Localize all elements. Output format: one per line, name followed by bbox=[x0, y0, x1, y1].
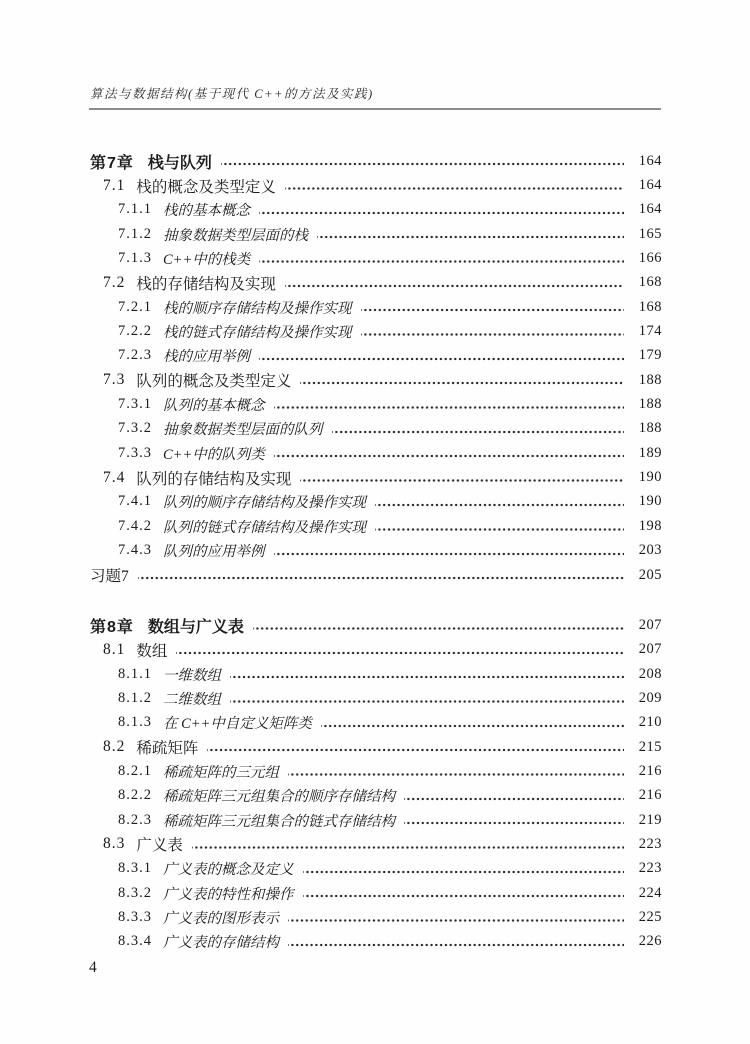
dot-leader bbox=[375, 514, 624, 538]
toc-entry bbox=[90, 344, 662, 368]
dot-leader bbox=[361, 295, 625, 319]
entry-title: 栈的基本概念 bbox=[163, 203, 250, 220]
entry-page-number: 207 bbox=[638, 616, 662, 633]
toc-entry bbox=[90, 857, 662, 881]
toc-entry bbox=[90, 686, 662, 710]
entry-page-number: 198 bbox=[638, 517, 662, 534]
dot-leader bbox=[274, 441, 624, 465]
entry-title: 队列的链式存储结构及操作实现 bbox=[163, 519, 366, 536]
entry-title: 稀疏矩阵 bbox=[136, 740, 199, 758]
entry-number: 8.2 bbox=[103, 738, 126, 756]
entry-page-number: 165 bbox=[638, 225, 662, 242]
entry-title: 栈的链式存储结构及操作实现 bbox=[163, 325, 352, 342]
entry-title: 栈的顺序存储结构及操作实现 bbox=[163, 300, 352, 317]
entry-title: 稀疏矩阵三元组集合的顺序存储结构 bbox=[163, 789, 395, 806]
entry-title: 广义表的特性和操作 bbox=[163, 886, 294, 903]
dot-leader bbox=[303, 857, 625, 881]
entry-page-number: 207 bbox=[638, 641, 662, 658]
entry-page-number: 216 bbox=[638, 787, 662, 804]
entry-number: 8.2.2 bbox=[118, 787, 152, 804]
toc-entry bbox=[90, 881, 662, 905]
toc-entry bbox=[90, 149, 662, 173]
dot-leader bbox=[404, 808, 624, 832]
toc-entry bbox=[90, 638, 662, 662]
entry-number: 7.2 bbox=[103, 273, 126, 291]
dot-leader bbox=[285, 173, 624, 197]
entry-title: 习题7 bbox=[90, 568, 129, 586]
toc-entry bbox=[90, 490, 662, 514]
toc-entry bbox=[90, 392, 662, 416]
entry-title: 队列的概念及类型定义 bbox=[136, 373, 292, 391]
toc-entry bbox=[90, 759, 662, 783]
dot-leader bbox=[332, 417, 625, 441]
entry-title: 稀疏矩阵的三元组 bbox=[163, 764, 279, 781]
entry-page-number: 174 bbox=[638, 323, 662, 340]
entry-title: 栈与队列 bbox=[147, 154, 212, 172]
toc-chapter-block bbox=[90, 613, 662, 954]
entry-page-number: 215 bbox=[638, 738, 662, 755]
entry-page-number: 188 bbox=[638, 396, 662, 413]
entry-title: 队列的应用举例 bbox=[163, 544, 265, 561]
entry-page-number: 224 bbox=[638, 884, 662, 901]
dot-leader bbox=[288, 905, 624, 929]
toc-entry bbox=[90, 514, 662, 538]
toc-entry bbox=[90, 563, 662, 587]
dot-leader bbox=[404, 784, 624, 808]
entry-title: 队列的存储结构及实现 bbox=[136, 470, 292, 488]
entry-title: 栈的概念及类型定义 bbox=[136, 178, 276, 196]
toc-entry bbox=[90, 441, 662, 465]
entry-number: 8.3.2 bbox=[118, 884, 152, 901]
entry-title: 数组与广义表 bbox=[147, 618, 244, 636]
entry-page-number: 225 bbox=[638, 908, 662, 925]
entry-page-number: 216 bbox=[638, 762, 662, 779]
toc-entry bbox=[90, 319, 662, 343]
entry-number: 第8章 bbox=[90, 618, 134, 636]
toc-entry bbox=[90, 711, 662, 735]
entry-page-number: 208 bbox=[638, 665, 662, 682]
entry-number: 8.1.1 bbox=[118, 665, 152, 682]
entry-page-number: 166 bbox=[638, 250, 662, 267]
entry-number: 7.4.3 bbox=[118, 542, 152, 559]
dot-leader bbox=[192, 832, 624, 856]
entry-page-number: 164 bbox=[638, 152, 662, 169]
entry-page-number: 223 bbox=[638, 860, 662, 877]
entry-number: 8.1.3 bbox=[118, 714, 152, 731]
entry-title: 队列的基本概念 bbox=[163, 398, 265, 415]
entry-title: 抽象数据类型层面的栈 bbox=[163, 227, 308, 244]
entry-title: 栈的存储结构及实现 bbox=[136, 275, 276, 293]
entry-title: 广义表 bbox=[136, 837, 183, 855]
toc-entry bbox=[90, 662, 662, 686]
dot-leader bbox=[274, 392, 625, 416]
entry-page-number: 190 bbox=[638, 469, 662, 486]
dot-leader bbox=[253, 613, 624, 637]
entry-number: 第7章 bbox=[90, 154, 134, 172]
entry-title: 数组 bbox=[136, 642, 168, 660]
dot-leader bbox=[300, 465, 624, 489]
entry-number: 7.2.3 bbox=[118, 347, 152, 364]
entry-page-number: 188 bbox=[638, 371, 662, 388]
entry-page-number: 164 bbox=[638, 177, 662, 194]
entry-number: 7.2.2 bbox=[118, 323, 152, 340]
entry-number: 7.4.2 bbox=[118, 517, 152, 534]
entry-page-number: 188 bbox=[638, 420, 662, 437]
entry-page-number: 179 bbox=[638, 347, 662, 364]
entry-title: C++中的栈类 bbox=[163, 252, 251, 269]
dot-leader bbox=[138, 563, 624, 587]
running-head-book-title: 算法与数据结构(基于现代 C++的方法及实践) bbox=[90, 87, 374, 101]
entry-number: 8.2.1 bbox=[118, 762, 152, 779]
dot-leader bbox=[230, 662, 624, 686]
entry-page-number: 209 bbox=[638, 689, 662, 706]
toc-entry bbox=[90, 295, 662, 319]
toc-entry bbox=[90, 930, 662, 954]
entry-number: 8.2.3 bbox=[118, 811, 152, 828]
entry-number: 7.3.1 bbox=[118, 396, 152, 413]
entry-title: 栈的应用举例 bbox=[163, 349, 250, 366]
dot-leader bbox=[303, 881, 625, 905]
toc-chapter-block bbox=[90, 149, 662, 587]
dot-leader bbox=[176, 638, 624, 662]
dot-leader bbox=[288, 759, 624, 783]
entry-page-number: 226 bbox=[638, 933, 662, 950]
toc-entry bbox=[90, 222, 662, 246]
entry-number: 7.3.2 bbox=[118, 420, 152, 437]
toc-entry bbox=[90, 271, 662, 295]
toc-entry bbox=[90, 808, 662, 832]
toc-entry bbox=[90, 905, 662, 929]
dot-leader bbox=[259, 246, 624, 270]
entry-page-number: 189 bbox=[638, 444, 662, 461]
entry-number: 8.3.3 bbox=[118, 908, 152, 925]
table-of-contents bbox=[90, 149, 662, 954]
toc-entry bbox=[90, 539, 662, 563]
toc-entry bbox=[90, 613, 662, 637]
entry-page-number: 223 bbox=[638, 835, 662, 852]
entry-number: 8.3.1 bbox=[118, 860, 152, 877]
toc-entry bbox=[90, 198, 662, 222]
entry-title: 广义表的图形表示 bbox=[163, 910, 279, 927]
entry-title: C++中的队列类 bbox=[163, 446, 265, 463]
entry-title: 一维数组 bbox=[163, 667, 221, 684]
dot-leader bbox=[259, 198, 624, 222]
entry-page-number: 210 bbox=[638, 714, 662, 731]
entry-number: 7.3.3 bbox=[118, 444, 152, 461]
toc-entry bbox=[90, 368, 662, 392]
entry-page-number: 203 bbox=[638, 542, 662, 559]
dot-leader bbox=[300, 368, 624, 392]
entry-title: 二维数组 bbox=[163, 691, 221, 708]
toc-entry bbox=[90, 246, 662, 270]
entry-number: 7.3 bbox=[103, 371, 126, 389]
entry-number: 7.1.2 bbox=[118, 225, 152, 242]
dot-leader bbox=[288, 930, 624, 954]
entry-number: 7.4 bbox=[103, 468, 126, 486]
entry-number: 8.1.2 bbox=[118, 689, 152, 706]
header-rule bbox=[89, 108, 661, 110]
page-number: 4 bbox=[89, 959, 97, 976]
entry-number: 7.1.1 bbox=[118, 201, 152, 218]
toc-entry bbox=[90, 784, 662, 808]
entry-page-number: 205 bbox=[638, 566, 662, 583]
entry-title: 在 C++中自定义矩阵类 bbox=[163, 716, 312, 733]
entry-number: 7.1.3 bbox=[118, 250, 152, 267]
dot-leader bbox=[317, 222, 624, 246]
dot-leader bbox=[285, 271, 624, 295]
entry-page-number: 168 bbox=[638, 274, 662, 291]
entry-title: 广义表的存储结构 bbox=[163, 935, 279, 952]
entry-number: 7.2.1 bbox=[118, 298, 152, 315]
entry-page-number: 164 bbox=[638, 201, 662, 218]
entry-number: 8.3.4 bbox=[118, 933, 152, 950]
entry-number: 7.4.1 bbox=[118, 493, 152, 510]
toc-entry bbox=[90, 417, 662, 441]
dot-leader bbox=[207, 735, 624, 759]
dot-leader bbox=[274, 539, 625, 563]
entry-title: 广义表的概念及定义 bbox=[163, 862, 294, 879]
dot-leader bbox=[221, 149, 624, 173]
toc-entry bbox=[90, 465, 662, 489]
entry-page-number: 168 bbox=[638, 298, 662, 315]
entry-title: 队列的顺序存储结构及操作实现 bbox=[163, 495, 366, 512]
toc-entry bbox=[90, 832, 662, 856]
toc-entry bbox=[90, 173, 662, 197]
entry-title: 抽象数据类型层面的队列 bbox=[163, 422, 323, 439]
dot-leader bbox=[375, 490, 624, 514]
dot-leader bbox=[321, 711, 624, 735]
entry-page-number: 219 bbox=[638, 811, 662, 828]
entry-page-number: 190 bbox=[638, 493, 662, 510]
toc-entry bbox=[90, 735, 662, 759]
entry-title: 稀疏矩阵三元组集合的链式存储结构 bbox=[163, 813, 395, 830]
dot-leader bbox=[259, 344, 624, 368]
entry-number: 7.1 bbox=[103, 176, 126, 194]
entry-number: 8.3 bbox=[103, 835, 126, 853]
dot-leader bbox=[361, 319, 625, 343]
dot-leader bbox=[230, 686, 624, 710]
entry-number: 8.1 bbox=[103, 640, 126, 658]
